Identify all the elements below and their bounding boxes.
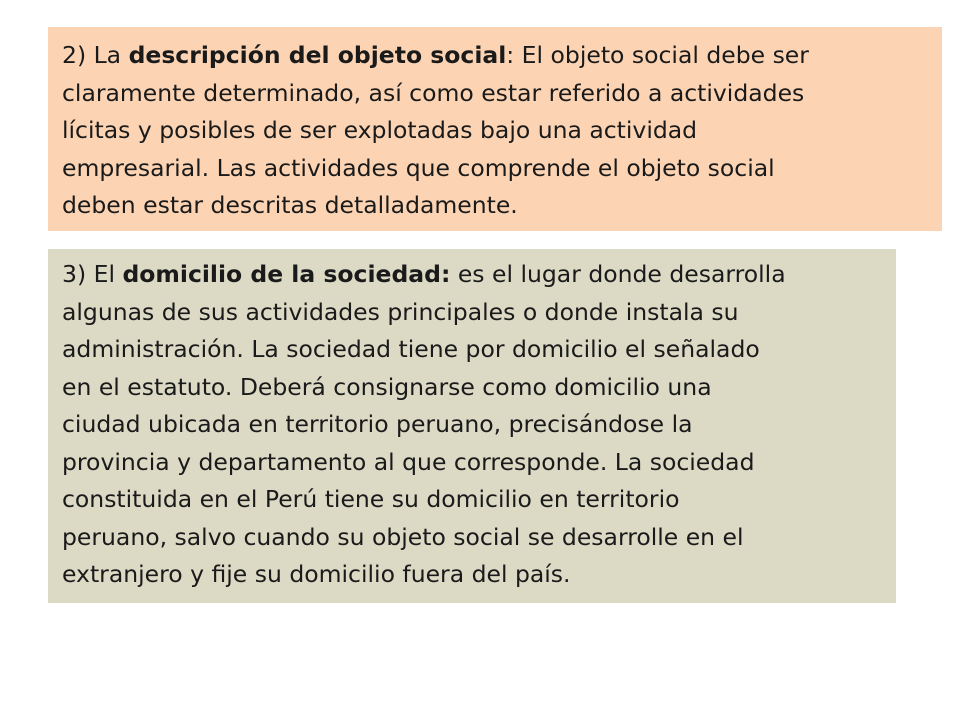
objeto-line-1	[62, 37, 928, 75]
text-run: 3) El	[62, 260, 123, 288]
text-run: 2) La	[62, 41, 129, 69]
domicilio-line-4: en el estatuto. Deberá consignarse como domicilio una	[62, 372, 712, 401]
bold-term: domicilio de la sociedad:	[122, 260, 451, 288]
domicilio-line-3: administración. La sociedad tiene por domicilio el señalado	[62, 335, 760, 363]
domicilio-line-5: ciudad ubicada en territorio peruano, precisándose la	[62, 410, 693, 438]
domicilio-line-6: provincia y departamento al que corresponde. La sociedad	[62, 447, 755, 476]
text-run: : El objeto social debe ser	[506, 41, 809, 69]
domicilio-line-1	[62, 256, 882, 294]
text-run: es el lugar donde desarrolla	[450, 260, 786, 288]
objeto-social-box	[48, 27, 942, 231]
domicilio-box	[48, 249, 896, 603]
objeto-line-4: empresarial. Las actividades que comprende el objeto social	[62, 153, 775, 182]
objeto-line-5: deben estar descritas detalladamente.	[62, 191, 518, 219]
domicilio-line-2: algunas de sus actividades principales o donde instala su	[62, 297, 739, 326]
objeto-line-2: claramente determinado, así como estar referido a actividades	[62, 78, 805, 107]
objeto-line-3: lícitas y posibles de ser explotadas bajo una actividad	[62, 116, 698, 144]
domicilio-line-8: peruano, salvo cuando su objeto social se desarrolle en el	[62, 522, 744, 551]
bold-term: descripción del objeto social	[128, 41, 507, 69]
domicilio-line-9: extranjero y fije su domicilio fuera del país.	[62, 560, 571, 588]
domicilio-line-7: constituida en el Perú tiene su domicilio en territorio	[62, 485, 680, 513]
